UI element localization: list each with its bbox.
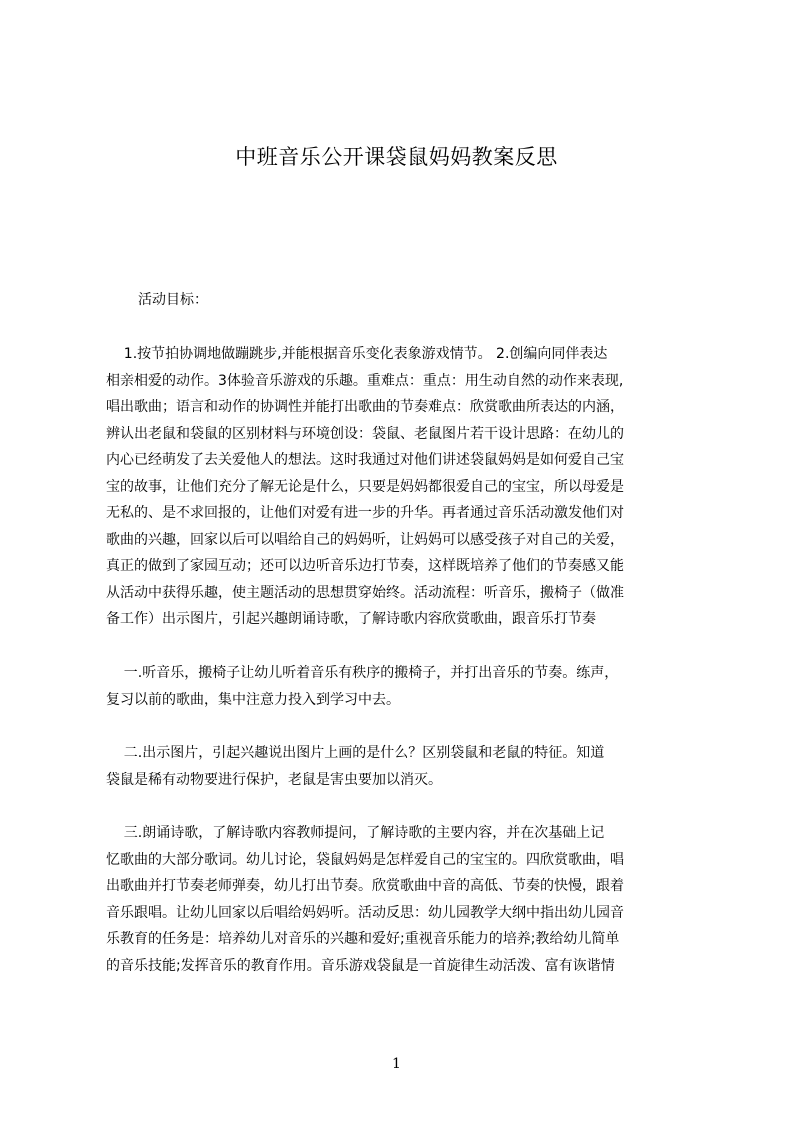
- paragraph-4: [106, 820, 698, 979]
- paragraph-line: 忆歌曲的大部分歌词。幼儿讨论，袋鼠妈妈是怎样爱自己的宝宝的。四欣赏歌曲，唱: [106, 851, 624, 868]
- paragraph-line: 相亲相爱的动作。3体验音乐游戏的乐趣。重难点：重点：用生动自然的动作来表现,: [106, 372, 624, 389]
- paragraph-line: 真正的做到了家园互动；还可以边听音乐边打节奏，这样既培养了他们的节奏感又能: [106, 558, 624, 574]
- paragraph-line: 乐教育的任务是：培养幼儿对音乐的兴趣和爱好;重视音乐能力的培养;教给幼儿简单: [106, 931, 620, 947]
- paragraph-1: [106, 341, 698, 633]
- paragraph-line: 复习以前的歌曲，集中注意力投入到学习中去。: [106, 691, 400, 708]
- paragraph-line: 三.朗诵诗歌，了解诗歌内容教师提问，了解诗歌的主要内容，并在次基础上记: [106, 825, 605, 841]
- paragraph-line: 出歌曲并打节奏老师弹奏，幼儿打出节奏。欣赏歌曲中音的高低、节奏的快慢，跟着: [106, 878, 624, 894]
- page-number: 1: [392, 1056, 401, 1072]
- paragraph-2: [106, 660, 698, 713]
- paragraph-line: 的音乐技能;发挥音乐的教育作用。音乐游戏袋鼠是一首旋律生动活泼、富有诙谐情: [106, 957, 615, 974]
- document-title: 中班音乐公开课袋鼠妈妈教案反思: [235, 145, 558, 169]
- section-heading: 活动目标：: [138, 292, 208, 308]
- paragraph-line: 一.听音乐，搬椅子让幼儿听着音乐有秩序的搬椅子，并打出音乐的节奏。练声，: [106, 665, 619, 681]
- paragraph-line: 音乐跟唱。让幼儿回家以后唱给妈妈听。活动反思：幼儿园教学大纲中指出幼儿园音: [106, 904, 624, 921]
- paragraph-line: 从活动中获得乐趣，使主题活动的思想贯穿始终。活动流程：听音乐，搬椅子（做准: [106, 584, 624, 601]
- paragraph-line: 无私的、是不求回报的，让他们对爱有进一步的升华。再者通过音乐活动激发他们对: [106, 505, 624, 521]
- paragraph-line: 备工作）出示图片，引起兴趣朗诵诗歌，了解诗歌内容欣赏歌曲，跟音乐打节奏: [106, 611, 596, 627]
- paragraph-line: 唱出歌曲；语言和动作的协调性并能打出歌曲的节奏难点：欣赏歌曲所表达的内涵，: [106, 399, 624, 415]
- paragraph-line: 1.按节拍协调地做蹦跳步,并能根据音乐变化表象游戏情节。 2.创编向同伴表达: [106, 346, 608, 362]
- paragraph-3: [106, 740, 698, 793]
- paragraph-line: 辨认出老鼠和袋鼠的区别材料与环境创设：袋鼠、老鼠图片若干设计思路：在幼儿的: [106, 425, 624, 442]
- paragraph-line: 袋鼠是稀有动物要进行保护，老鼠是害虫要加以消灭。: [106, 771, 442, 788]
- paragraph-line: 二.出示图片，引起兴趣说出图片上画的是什么？区别袋鼠和老鼠的特征。知道: [106, 745, 605, 761]
- paragraph-line: 内心已经萌发了去关爱他人的想法。这时我通过对他们讲述袋鼠妈妈是如何爱自己宝: [106, 452, 624, 468]
- paragraph-line: 歌曲的兴趣，回家以后可以唱给自己的妈妈听，让妈妈可以感受孩子对自己的关爱，: [106, 531, 624, 548]
- paragraph-line: 宝的故事，让他们充分了解无论是什么，只要是妈妈都很爱自己的宝宝，所以母爱是: [106, 478, 624, 495]
